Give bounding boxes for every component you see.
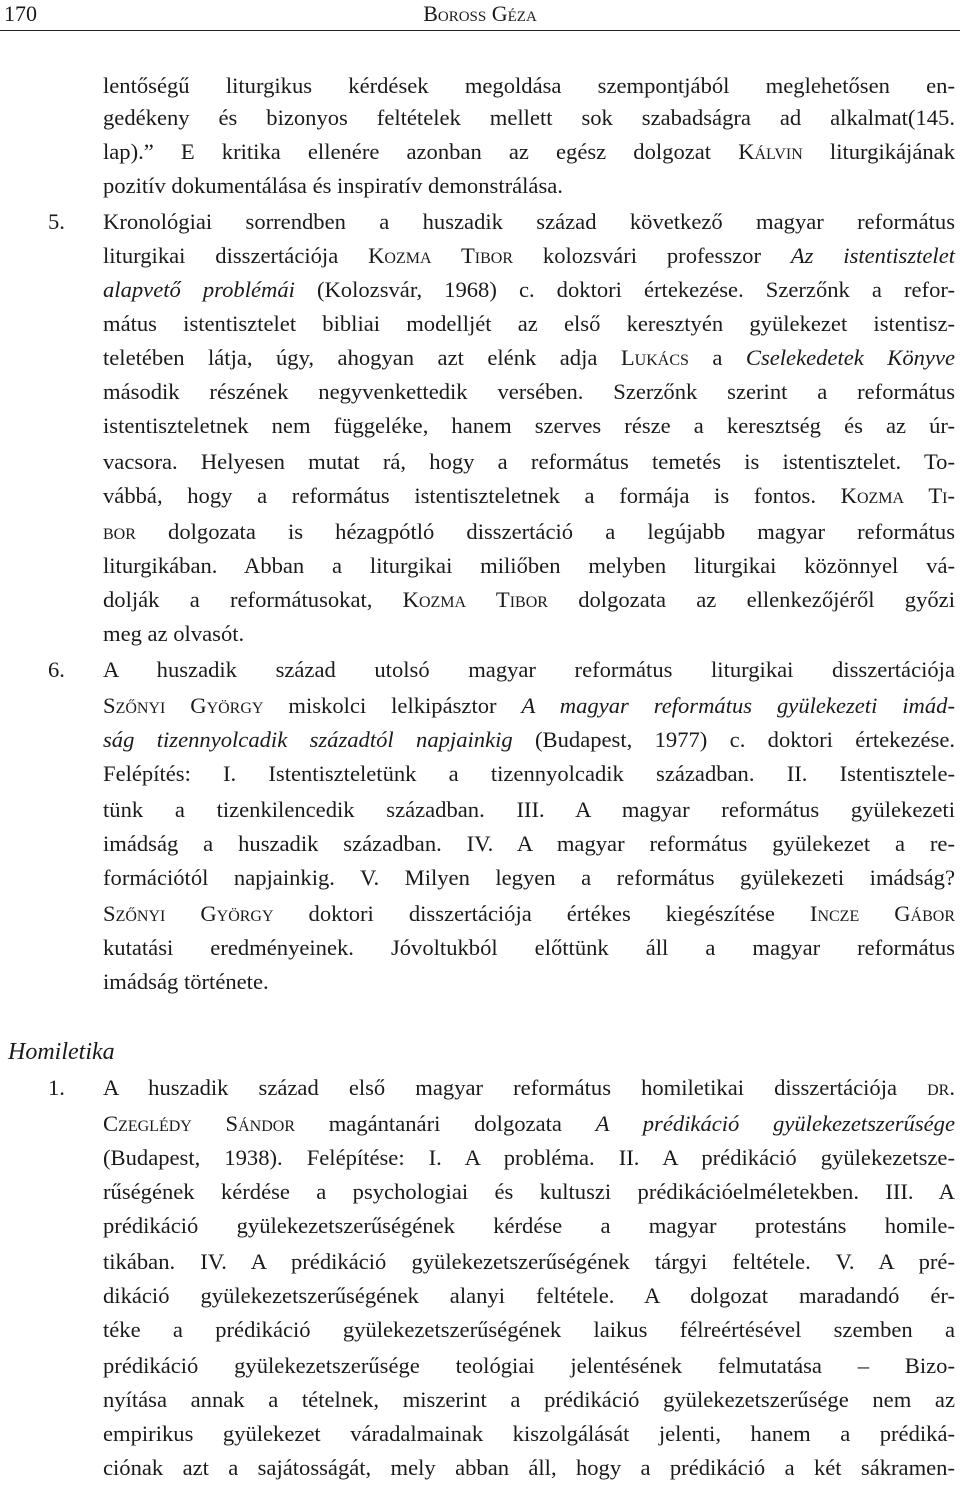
text-line: meg az olvasót.	[103, 621, 245, 646]
text-line: dolják a reformátusokat, Kozma Tibor dolgozata az ellenkezőjéről győzi	[103, 587, 955, 612]
book-title: Az istentisztelet	[790, 243, 956, 268]
text-line: (Budapest, 1938). Felépítése: I. A probléma. II. A prédikáció gyülekezetsze-	[103, 1145, 955, 1170]
page-header	[0, 0, 960, 31]
book-title: ság tizennyolcadik századtól napjainkig	[103, 727, 513, 752]
author-name: Szőnyi György	[103, 901, 274, 926]
text-line: kutatási eredményeinek. Jóvoltukból előttünk áll a magyar református	[103, 935, 955, 960]
text-line: Szőnyi György doktori disszertációja értékes kiegészítése Incze Gábor	[103, 901, 955, 926]
text-line: imádság a huszadik században. IV. A magyar református gyülekezet a re-	[103, 831, 955, 856]
author-name: Kozma Tibor	[368, 243, 514, 268]
text-line: vábbá, hogy a református istentiszteletnek a formája is fontos. Kozma Ti-	[103, 483, 955, 508]
text-line: bor dolgozata is hézagpótló disszertáció a legújabb magyar református	[103, 519, 955, 544]
item-number: 1.	[48, 1075, 65, 1100]
text-line: vacsora. Helyesen mutat rá, hogy a református temetés is istentisztelet. To-	[103, 449, 955, 474]
text-line: mátus istentisztelet bibliai modelljét az első keresztyén gyülekezet istentisz-	[103, 311, 955, 336]
text-line: liturgikai disszertációja Kozma Tibor kolozsvári professzor Az istentisztelet	[103, 243, 956, 268]
author-name: Czeglédy Sándor	[103, 1111, 295, 1136]
text-line: formációtól napjainkig. V. Milyen legyen a református gyülekezeti imádság?	[103, 865, 955, 890]
text-line: liturgikában. Abban a liturgikai miliőben melyben liturgikai közönnyel vá-	[103, 553, 955, 578]
text-line: rűségének kérdése a psychologiai és kultuszi prédikációelméletekben. III. A	[103, 1179, 955, 1204]
text-line: téke a prédikáció gyülekezetszerűségének laikus félreértésével szemben a	[103, 1317, 955, 1342]
book-title: A magyar református gyülekezeti imád-	[521, 693, 955, 718]
text-line: Czeglédy Sándor magántanári dolgozata A prédikáció gyülekezetszerűsége	[103, 1111, 955, 1136]
book-title: alapvető problémái	[103, 277, 295, 302]
author-name: dr.	[927, 1075, 955, 1100]
text-line: Felépítés: I. Istentiszteletünk a tizennyolcadik században. II. Istentisztele-	[103, 761, 955, 786]
page-number: 170	[4, 1, 37, 26]
item-number: 5.	[48, 209, 65, 234]
text-line: A huszadik század utolsó magyar református liturgikai disszertációja	[103, 657, 955, 682]
author-name: Lukács	[620, 345, 689, 370]
book-title: Cselekedetek Könyve	[745, 345, 956, 370]
text-line: Szőnyi György miskolci lelkipásztor A magyar református gyülekezeti imád-	[103, 693, 955, 718]
author-name: Kozma Ti-	[840, 483, 955, 508]
book-title: A prédikáció gyülekezetszerűsége	[595, 1111, 955, 1136]
item-number: 6.	[48, 657, 65, 682]
text-line: ság tizennyolcadik századtól napjainkig (Budapest, 1977) c. doktori értekezése.	[103, 727, 955, 752]
author-name: bor	[103, 519, 136, 544]
text-line: empirikus gyülekezet váradalmainak kiszolgálását jelenti, hanem a prédiká-	[103, 1421, 955, 1446]
text-line: ciónak azt a sajátosságát, mely abban áll, hogy a prédikáció a két sákramen-	[103, 1455, 955, 1480]
text-line: imádság története.	[103, 969, 269, 994]
author-name: Incze Gábor	[809, 901, 955, 926]
text-line: teletében látja, úgy, ahogyan azt elénk adja Lukács a Cselekedetek Könyve	[103, 345, 956, 370]
text-line: alapvető problémái (Kolozsvár, 1968) c. doktori értekezése. Szerzőnk a refor-	[103, 277, 955, 302]
text-line: pozitív dokumentálása és inspiratív demonstrálása.	[103, 173, 563, 198]
text-line: tikában. IV. A prédikáció gyülekezetszerűségének tárgyi feltétele. V. A pré-	[103, 1249, 955, 1274]
text-line: istentiszteletnek nem függeléke, hanem szerves része a keresztség és az úr-	[103, 413, 955, 438]
author-name: Szőnyi György	[103, 693, 264, 718]
author-name: Kálvin	[738, 139, 803, 164]
author-name: Kozma Tibor	[402, 587, 548, 612]
running-head: Boross Géza	[423, 1, 537, 26]
section-heading: Homiletika	[8, 1039, 115, 1065]
text-line: nyítása annak a tételnek, miszerint a prédikáció gyülekezetszerűsége nem az	[103, 1387, 955, 1412]
text-line: dikáció gyülekezetszerűségének alanyi feltétele. A dolgozat maradandó ér-	[103, 1283, 955, 1308]
text-line: tünk a tizenkilencedik században. III. A magyar református gyülekezeti	[103, 797, 955, 822]
text-line: lap).” E kritika ellenére azonban az egész dolgozat Kálvin liturgikájának	[103, 139, 955, 164]
text-line: prédikáció gyülekezetszerűségének kérdése a magyar protestáns homile-	[103, 1213, 955, 1238]
text-line: Kronológiai sorrendben a huszadik század következő magyar református	[103, 209, 955, 234]
text-line: gedékeny és bizonyos feltételek mellett sok szabadságra ad alkalmat(145.	[103, 105, 955, 130]
text-line: második részének negyvenkettedik versében. Szerzőnk szerint a református	[103, 379, 955, 404]
text-line: A huszadik század első magyar református homiletikai disszertációja dr.	[103, 1075, 955, 1100]
text-line: prédikáció gyülekezetszerűsége teológiai jelentésének felmutatása – Bizo-	[103, 1353, 955, 1378]
text-line: lentőségű liturgikus kérdések megoldása szempontjából meglehetősen en-	[103, 73, 955, 98]
